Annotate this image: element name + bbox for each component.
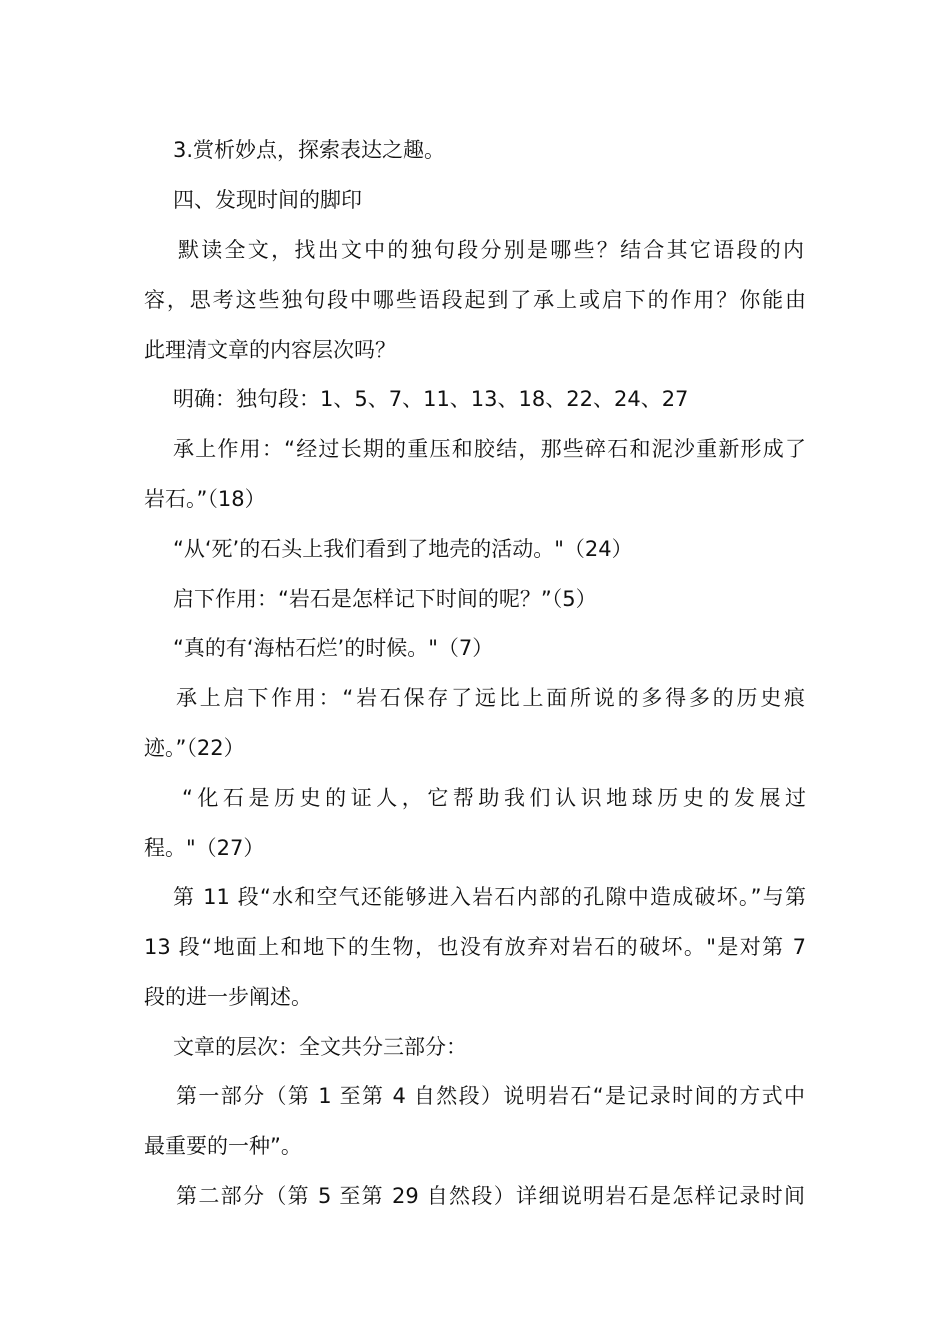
text-line-16: [0, 882, 950, 912]
text-line-5: 此理清文章的内容层次吗？: [144, 338, 396, 362]
text-line-13: 迹。”（22）: [144, 736, 245, 760]
text-line-20: [0, 1081, 950, 1111]
paragraph-line: 承上启下作用：“岩石保存了远比上面所说的多得多的历史痕: [176, 686, 805, 710]
text-line-19: 文章的层次：全文共分三部分：: [173, 1035, 467, 1059]
paragraph-line: 承上作用：“经过长期的重压和胶结，那些碎石和泥沙重新形成了: [173, 437, 806, 461]
text-line-9: “从‘死’的石头上我们看到了地壳的活动。"（24）: [173, 537, 633, 561]
paragraph-line: 第二部分（第 5 至第 29 自然段）详细说明岩石是怎样记录时间: [176, 1184, 805, 1208]
paragraph-line: 第一部分（第 1 至第 4 自然段）说明岩石“是记录时间的方式中: [176, 1084, 805, 1108]
text-line-6: 明确：独句段：1、5、7、11、13、18、22、24、27: [173, 387, 689, 411]
text-line-11: “真的有‘海枯石烂’的时候。"（7）: [173, 636, 494, 660]
text-line-21: 最重要的一种”。: [144, 1134, 302, 1158]
paragraph-line: 默读全文，找出文中的独句段分别是哪些？结合其它语段的内: [178, 238, 804, 262]
text-line-18: 段的进一步阐述。: [144, 985, 312, 1009]
paragraph-line: “化石是历史的证人，它帮助我们认识地球历史的发展过: [182, 786, 806, 810]
paragraph-line: 第 11 段“水和空气还能够进入岩石内部的孔隙中造成破坏。”与第: [173, 885, 806, 909]
text-line-14: [0, 783, 950, 813]
text-line-17: [0, 932, 950, 962]
text-line-10: 启下作用：“岩石是怎样记下时间的呢？”（5）: [173, 587, 597, 611]
text-line-7: [0, 434, 950, 464]
section-heading: 四、发现时间的脚印: [173, 188, 362, 212]
text-line-3: [0, 235, 950, 265]
text-line-15: 程。"（27）: [144, 836, 265, 860]
text-line-8: 岩石。”（18）: [144, 487, 266, 511]
text-line-12: [0, 683, 950, 713]
text-line-4: [0, 285, 950, 315]
text-line-1: 3.赏析妙点，探索表达之趣。: [173, 138, 446, 162]
text-line-22: [0, 1181, 950, 1211]
paragraph-line: 13 段“地面上和地下的生物，也没有放弃对岩石的破坏。"是对第 7: [144, 935, 806, 959]
paragraph-line: 容，思考这些独句段中哪些语段起到了承上或启下的作用？你能由: [144, 288, 806, 312]
